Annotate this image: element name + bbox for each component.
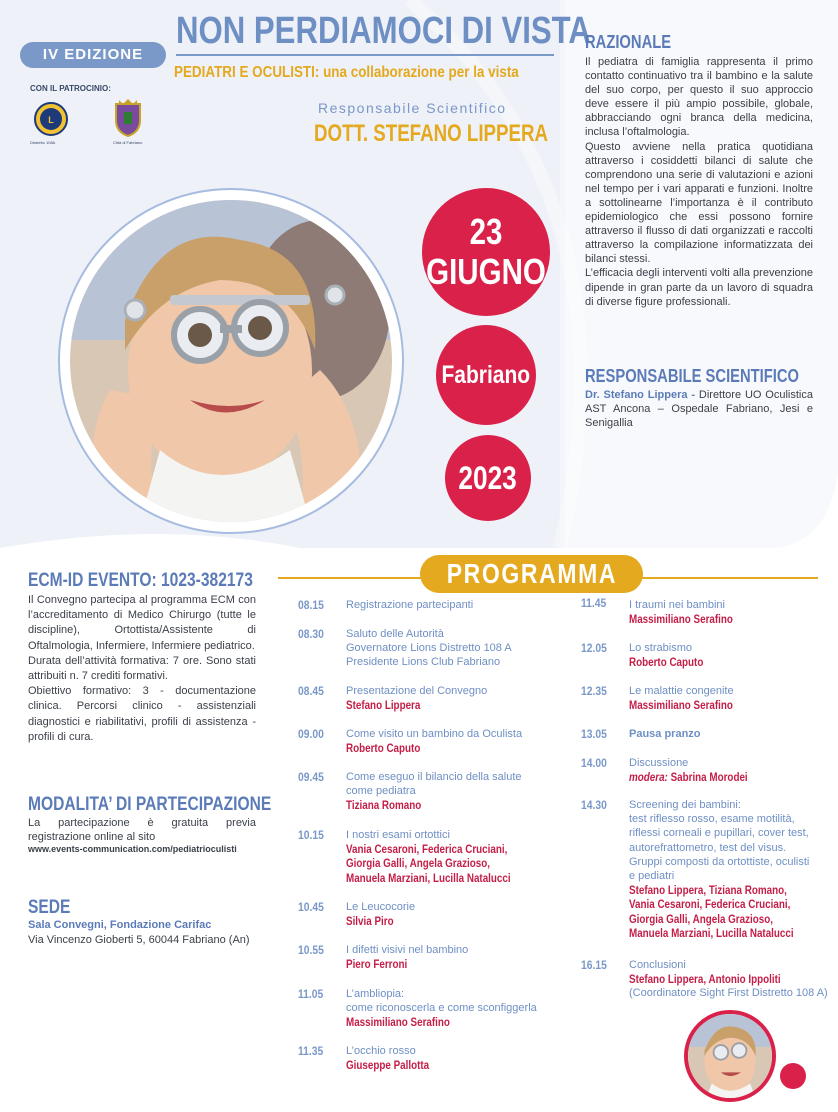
- city-crest-caption: Città di Fabriano: [113, 140, 143, 145]
- program-moderator: [629, 770, 801, 784]
- title-underline: [176, 54, 554, 56]
- program-time: 08.15: [298, 598, 324, 612]
- program-topic: Come visito un bambino da Oculista: [346, 728, 523, 740]
- program-time: 09.00: [298, 727, 324, 741]
- event-city: Fabriano: [441, 360, 531, 389]
- program-time: 08.45: [298, 684, 324, 698]
- program-time: 10.15: [298, 828, 324, 842]
- event-date-day: [422, 188, 550, 316]
- event-day: 23: [469, 211, 503, 252]
- program-body: [346, 684, 576, 712]
- venue-address: Via Vincenzo Gioberti 5, 60044 Fabriano (An): [28, 934, 250, 946]
- program-title: PROGRAMMA: [446, 558, 617, 589]
- program-topic: e pediatri: [629, 870, 675, 883]
- registration-link[interactable]: www.events-communication.com/pediatrioculisti: [28, 844, 237, 854]
- program-speaker: Massimiliano Serafino: [346, 1015, 450, 1030]
- ecm-text: Il Convegno partecipa al programma ECM con l’accreditamento di Medico Chirurgo (tutte le discipline), Ortottista/Assistente di Oftalmologia, Infermiere, Infermiere pediatrico.: [28, 594, 256, 652]
- program-topic: Screening dei bambini:: [629, 799, 741, 811]
- program-topic: I difetti visivi nel bambino: [346, 944, 469, 956]
- lions-logo-caption: Distretto 108A: [30, 140, 56, 145]
- program-topic: come riconoscerla e come sconfiggerla: [346, 1002, 537, 1015]
- program-body: [629, 727, 838, 741]
- program-topic: L’occhio rosso: [346, 1045, 416, 1057]
- program-body: [346, 598, 576, 612]
- program-topic: riflessi corneali e pupillari, cover test,: [629, 827, 809, 840]
- scientific-lead-desc: Direttore UO Oculistica AST Ancona – Ospedale Fabriano, Jesi e Senigallia: [585, 389, 813, 430]
- rationale-title: RAZIONALE: [585, 32, 672, 52]
- program-body: [346, 828, 576, 885]
- program-topic: come pediatra: [346, 785, 416, 798]
- moderator-label: modera:: [629, 770, 668, 785]
- program-speaker: Stefano Lippera, Tiziana Romano,: [629, 883, 787, 898]
- program-speaker: Vania Cesaroni, Federica Cruciani,: [629, 897, 791, 912]
- program-body: [629, 798, 838, 940]
- program-body: [346, 1044, 576, 1072]
- program-body: [346, 987, 576, 1030]
- program-speaker: Manuela Marziani, Lucilla Natalucci: [346, 870, 511, 885]
- event-year: 2023: [458, 460, 518, 496]
- rationale-text: [585, 55, 813, 309]
- program-time: 08.30: [298, 627, 324, 641]
- child-eye-exam-photo: [70, 200, 392, 522]
- program-topic: autorefrattometro, test del visus.: [629, 841, 787, 854]
- venue-name: Sala Convegni, Fondazione Carifac: [28, 919, 212, 931]
- venue-title: SEDE: [28, 897, 71, 918]
- scientific-lead-info: [585, 388, 813, 431]
- moderator-name: Sabrina Morodei: [670, 770, 748, 785]
- ecm-duration: Durata dell’attività formativa: 7 ore. Sono stati attribuiti n. 7 crediti formativi.: [28, 654, 256, 683]
- program-time: 11.45: [581, 596, 607, 610]
- program-body: [629, 641, 838, 669]
- program-note: (Coordinatore Sight First Distretto 108 A): [629, 987, 828, 1000]
- program-time: 11.05: [298, 987, 324, 1001]
- program-speaker: Roberto Caputo: [346, 741, 421, 756]
- program-body: [346, 727, 576, 755]
- program-topic: Come eseguo il bilancio della salute: [346, 771, 522, 783]
- program-speaker: Stefano Lippera: [346, 698, 421, 713]
- scientific-lead-section-title: RESPONSABILE SCIENTIFICO: [585, 366, 800, 386]
- program-topic: Governatore Lions Distretto 108 A: [346, 642, 512, 655]
- rationale-paragraph: Questo avviene nella pratica quotidiana attraverso i cosiddetti bilanci di salute che comprendono una serie di valutazioni e azioni nel tempo per i vari apparati e funzioni. Inoltre a sottolinearne l’importanza è il contributo epidemiologico che essi possono fornire attraverso il flusso di dati organizzati e raccolti attraverso la compilazione informatizzata dei bilanci stessi.: [585, 140, 813, 266]
- program-time: 10.55: [298, 943, 324, 957]
- program-speaker: Giorgia Galli, Angela Grazioso,: [346, 856, 490, 871]
- event-city-badge: [436, 325, 536, 425]
- event-month: GIUGNO: [426, 251, 546, 292]
- lions-logo-icon: [34, 102, 68, 136]
- participation-text: La partecipazione è gratuita previa registrazione online al sito: [28, 817, 256, 844]
- decorative-dot: [780, 1063, 806, 1089]
- program-title-badge: [420, 555, 643, 593]
- program-time: 12.35: [581, 684, 607, 698]
- program-speaker: Giorgia Galli, Angela Grazioso,: [629, 911, 773, 926]
- program-time: 09.45: [298, 770, 324, 784]
- program-topic: Presentazione del Convegno: [346, 685, 488, 697]
- program-time: 12.05: [581, 641, 607, 655]
- program-body: [346, 627, 576, 670]
- program-topic: I traumi nei bambini: [629, 599, 725, 611]
- ecm-objective: Obiettivo formativo: 3 - documentazione clinica. Percorsi clinico - assistenziali diagnostici e riabilitativi, profili di assistenza - profili di cura.: [28, 685, 256, 743]
- program-topic: Discussione: [629, 757, 689, 769]
- lunch-break: Pausa pranzo: [629, 728, 701, 740]
- program-speaker: Stefano Lippera, Antonio Ippoliti: [629, 972, 781, 987]
- program-time: 16.15: [581, 958, 607, 972]
- program-topic: Lo strabismo: [629, 642, 692, 654]
- program-speaker: Manuela Marziani, Lucilla Natalucci: [629, 925, 794, 940]
- program-topic: I nostri esami ortottici: [346, 829, 450, 841]
- program-body: [629, 958, 838, 1001]
- program-speaker: Vania Cesaroni, Federica Cruciani,: [346, 842, 508, 857]
- program-topic: test riflesso rosso, esame motilità,: [629, 813, 795, 826]
- participation-title: MODALITA’ DI PARTECIPAZIONE: [28, 794, 272, 815]
- program-topic: Registrazione partecipanti: [346, 599, 474, 611]
- event-subtitle: PEDIATRI E OCULISTI: una collaborazione per la vista: [174, 64, 519, 81]
- program-topic: Le malattie congenite: [629, 685, 734, 697]
- city-crest-icon: [113, 98, 143, 138]
- program-body: [346, 943, 576, 971]
- program-speaker: Massimiliano Serafino: [629, 612, 733, 627]
- program-speaker: Massimiliano Serafino: [629, 698, 733, 713]
- program-speaker: Roberto Caputo: [629, 655, 704, 670]
- program-body: [346, 900, 576, 928]
- program-speaker: Silvia Piro: [346, 914, 394, 929]
- program-body: [629, 756, 838, 784]
- ecm-info: [28, 593, 256, 745]
- program-time: 13.05: [581, 727, 607, 741]
- program-topic: Gruppi composti da ortottiste, oculisti: [629, 855, 810, 868]
- scientific-lead-name-small: Dr. Stefano Lippera -: [585, 389, 696, 401]
- ecm-title: ECM-ID EVENTO: 1023-382173: [28, 570, 253, 591]
- program-speaker: Piero Ferroni: [346, 957, 408, 972]
- program-speaker: Giuseppe Pallotta: [346, 1058, 430, 1073]
- svg-text:L: L: [48, 115, 54, 125]
- program-speaker: Tiziana Romano: [346, 798, 422, 813]
- event-year-badge: [445, 435, 531, 521]
- program-body: [629, 598, 838, 626]
- scientific-lead-label: Responsabile Scientifico: [318, 100, 507, 116]
- program-time: 10.45: [298, 900, 324, 914]
- program-topic: Conclusioni: [629, 959, 686, 971]
- scientific-lead-name: DOTT. STEFANO LIPPERA: [314, 120, 549, 147]
- child-eye-exam-thumbnail: [684, 1010, 776, 1102]
- program-time: 14.00: [581, 756, 607, 770]
- patronage-label: CON IL PATROCINIO:: [30, 84, 111, 93]
- program-topic: L’ambliopia:: [346, 988, 405, 1000]
- edition-badge: IV EDIZIONE: [20, 42, 166, 68]
- program-body: [346, 770, 576, 813]
- event-title: NON PERDIAMOCI DI VISTA: [176, 10, 591, 52]
- rationale-paragraph: L’efficacia degli interventi volti alla prevenzione dipende in gran parte da un lavoro di squadra di diverse figure professionali.: [585, 267, 813, 308]
- program-body: [629, 684, 838, 712]
- rationale-paragraph: Il pediatra di famiglia rappresenta il primo contatto continuativo tra il bambino e la salute del suo corpo, per questo il suo approccio deve essere il più ampio possibile, globale, abbracciando ogni branca della medicina, inclusa l’oftalmologia.: [585, 56, 813, 139]
- program-time: 14.30: [581, 798, 607, 812]
- program-time: 11.35: [298, 1044, 324, 1058]
- program-topic: Le Leucocorie: [346, 901, 416, 913]
- program-topic: Presidente Lions Club Fabriano: [346, 656, 501, 669]
- program-topic: Saluto delle Autorità: [346, 628, 444, 640]
